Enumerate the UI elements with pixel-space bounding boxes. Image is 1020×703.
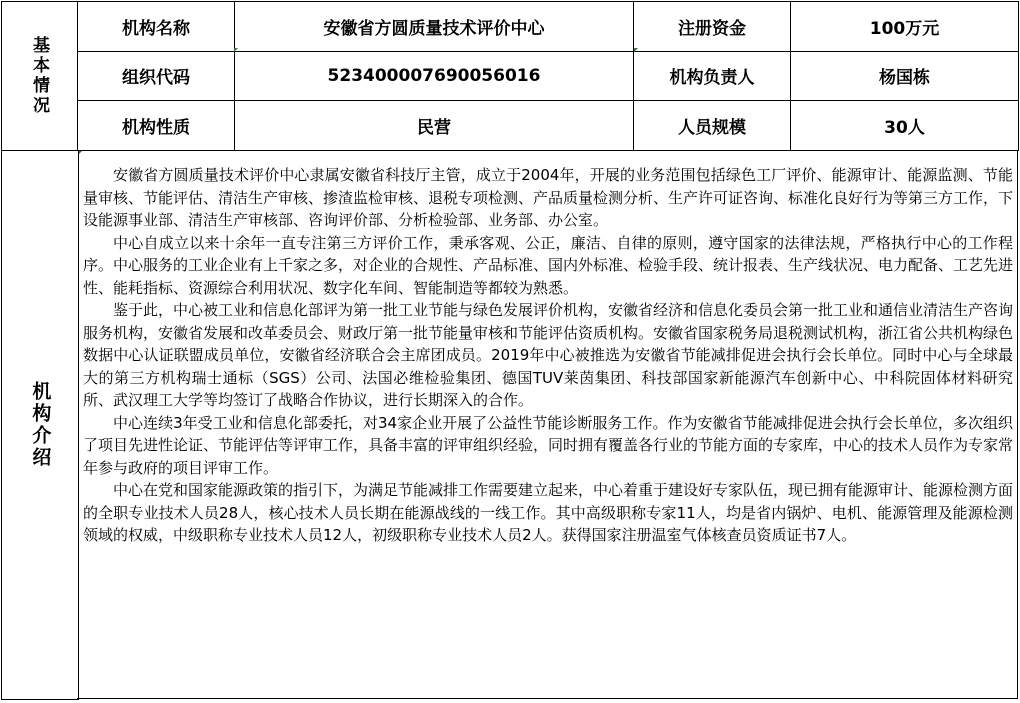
registered-capital-value: 100万元 (791, 2, 1019, 52)
intro-paragraph: 安徽省方圆质量技术评价中心隶属安徽省科技厅主管，成立于2004年，开展的业务范围包括绿色工厂评价、能源审计、能源监测、节能量审核、节能评估、清洁生产审核、掺渣监检审核、退税专项检测、产品质量检测分析、生产许可证咨询、标准化良好行为等第三方工作，下设能源事业部、清洁生产审核部、咨询评价部、分析检验部、业务部、办公室。 (83, 166, 1014, 229)
info-row-nature (2, 101, 1019, 151)
basic-info-table (1, 1, 1019, 151)
intro-section-label-cell (1, 150, 79, 700)
intro-paragraph: 中心在党和国家能源政策的指引下，为满足节能减排工作需要建立起来，中心着重于建设好专家队伍，现已拥有能源审计、能源检测方面的全职专业技术人员28人，核心技术人员长期在能源战线的一线工作。其中高级职称专家11人，均是省内锅炉、电机、能源管理及能源检测领域的权威，中级职称专业技术人员12人，初级职称专业技术人员2人。获得国家注册温室气体核查员资质证书7人。 (83, 481, 1014, 544)
cell-corner-marker (234, 48, 238, 52)
intro-paragraph: 中心连续3年受工业和信息化部委托，对34家企业开展了公益性节能诊断服务工作。作为安徽省节能减排促进会执行会长单位，多次组织了项目先进性论证、节能评估等评审工作，具备丰富的评审组织经验，同时拥有覆盖各行业的节能方面的专家库，中心的技术人员作为专家常年参与政府的项目评审工作。 (83, 413, 1014, 477)
staff-size-label: 人员规模 (634, 101, 791, 151)
org-name-value: 安徽省方圆质量技术评价中心 (235, 2, 634, 52)
org-name-label: 机构名称 (78, 2, 235, 52)
org-head-label: 机构负责人 (634, 51, 791, 101)
intro-paragraph: 鉴于此，中心被工业和信息化部评为第一批工业节能与绿色发展评价机构，安徽省经济和信息化委员会第一批工业和通信业清洁生产咨询服务机构，安徽省发展和改革委员会、财政厅第一批节能量审核和节能评估资质机构。安徽省国家税务局退税测试机构，浙江省公共机构绿色数据中心认证联盟成员单位，安徽省经济联合会主席团成员。2019年中心被推选为安徽省节能减排促进会执行会长单位。同时中心与全球最大的第三方机构瑞士通标（SGS）公司、法国必维检验集团、德国TUV莱茵集团、科技部国家新能源汽车创新中心、中科院固体材料研究所、武汉理工大学等均签订了战略合作协议，进行长期深入的合作。 (83, 301, 1014, 409)
staff-size-value: 30人 (791, 101, 1019, 151)
info-row-name (2, 2, 1019, 52)
org-head-value: 杨国栋 (791, 51, 1019, 101)
registered-capital-label: 注册资金 (634, 2, 791, 52)
intro-paragraph: 中心自成立以来十余年一直专注第三方评价工作，秉承客观、公正，廉洁、自律的原则，遵守国家的法律法规，严格执行中心的工作程序。中心服务的工业企业有上千家之多，对企业的合规性、产品标准、国内外标准、检验手段、统计报表、生产线状况、电力配备、工艺先进性、能耗指标、资源综合利用状况、数字化车间、智能制造等都较为熟悉。 (83, 233, 1014, 297)
org-code-value: 523400007690056016 (235, 51, 634, 101)
org-code-label: 组织代码 (78, 51, 235, 101)
cell-corner-marker (634, 48, 638, 52)
org-nature-value: 民营 (235, 101, 634, 151)
intro-text-cell (77, 150, 1018, 699)
org-nature-label: 机构性质 (78, 101, 235, 151)
basic-info-section-label: 基本情况 (2, 2, 78, 151)
info-row-code (2, 51, 1019, 101)
intro-section-label: 机构介绍 (29, 380, 52, 469)
